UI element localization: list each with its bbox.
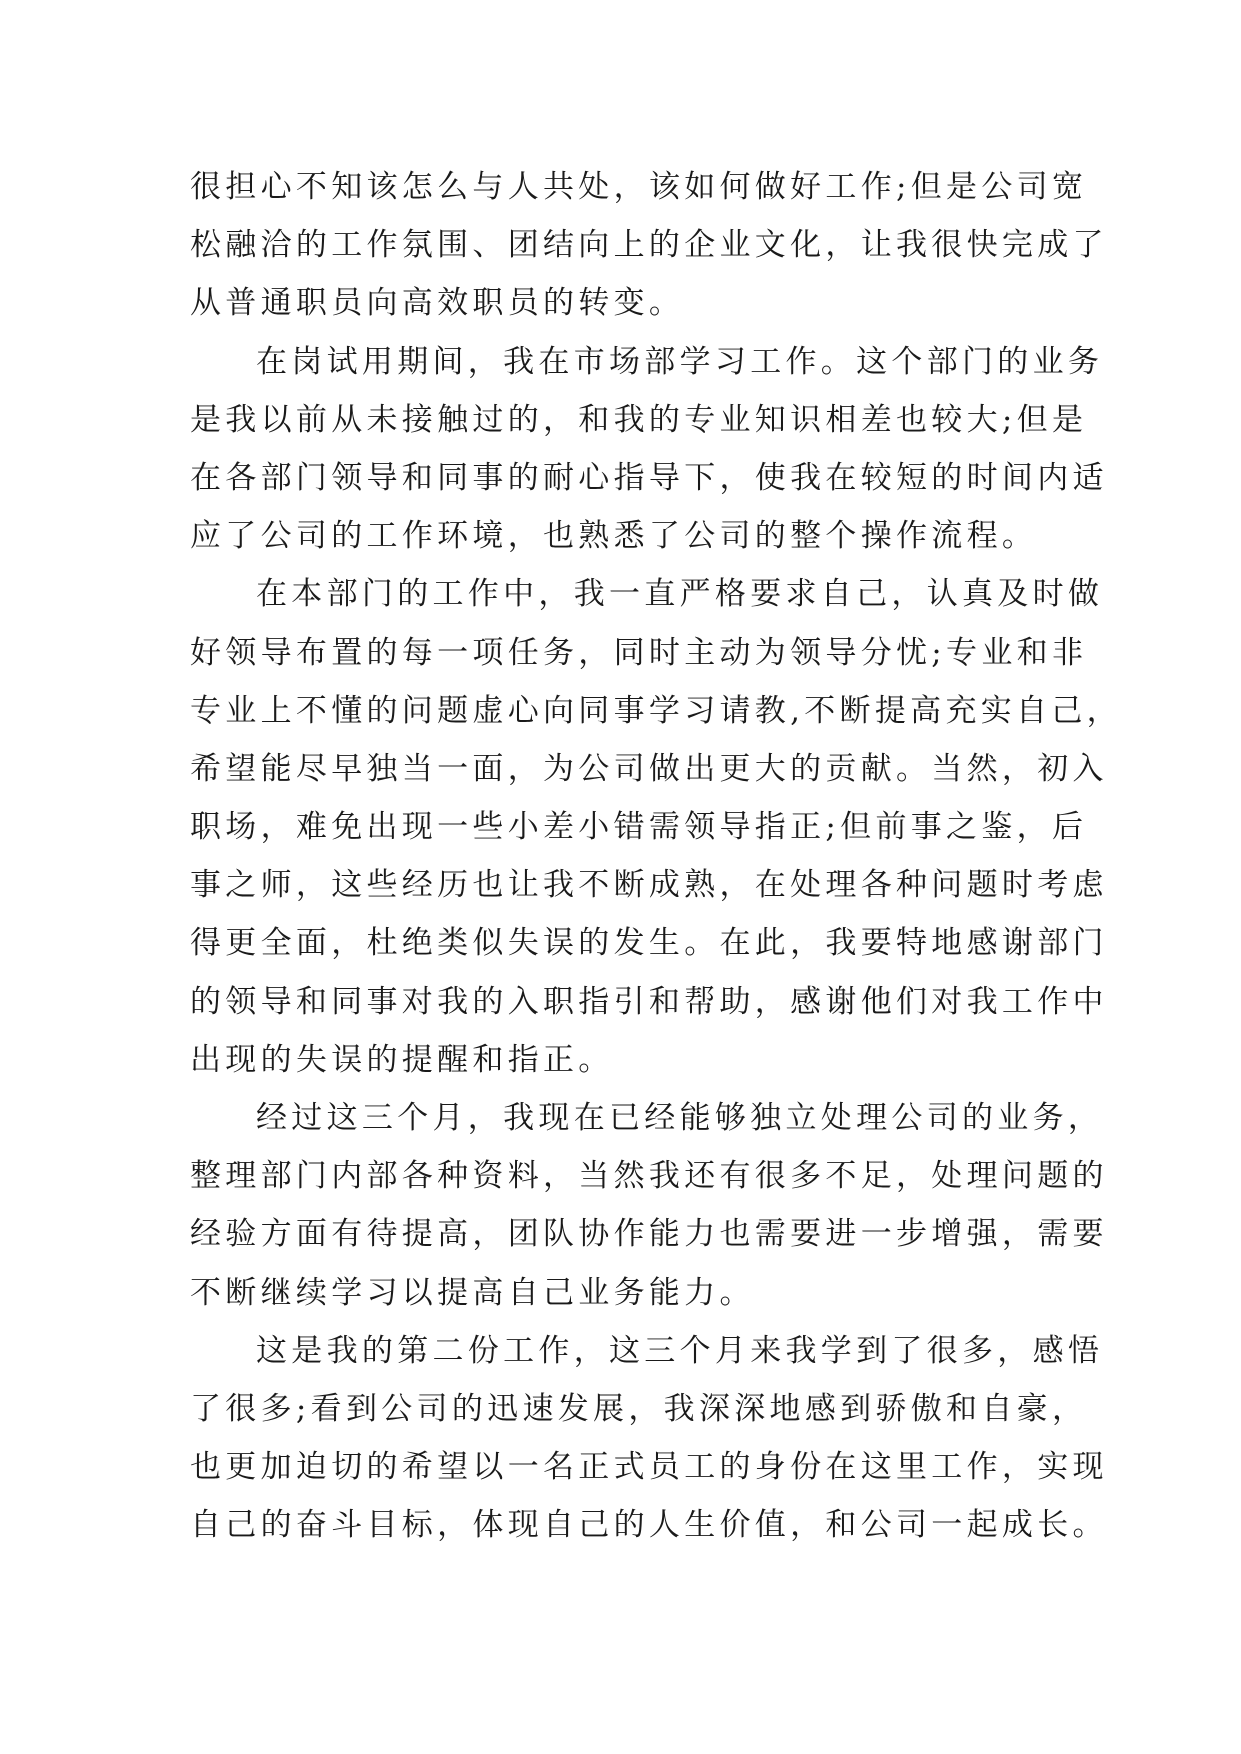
- text-line: 的领导和同事对我的入职指引和帮助，感谢他们对我工作中: [190, 983, 1108, 1020]
- text-line: 整理部门内部各种资料，当然我还有很多不足，处理问题的: [190, 1158, 1108, 1195]
- text-line: 得更全面，杜绝类似失误的发生。在此，我要特地感谢部门: [190, 925, 1108, 962]
- text-line: 了很多;看到公司的迅速发展，我深深地感到骄傲和自豪，: [190, 1390, 1088, 1427]
- text-line: 在岗试用期间，我在市场部学习工作。这个部门的业务: [256, 343, 1104, 380]
- paragraph-3: [190, 565, 1122, 1089]
- text-line: 这是我的第二份工作，这三个月来我学到了很多，感悟: [256, 1332, 1104, 1369]
- text-line: 在本部门的工作中，我一直严格要求自己，认真及时做: [256, 576, 1104, 613]
- text-line: 松融洽的工作氛围、团结向上的企业文化，让我很快完成了: [190, 227, 1108, 264]
- text-line: 事之师，这些经历也让我不断成熟，在处理各种问题时考虑: [190, 867, 1108, 904]
- paragraph-5: [190, 1322, 1108, 1555]
- text-line: 经验方面有待提高，团队协作能力也需要进一步增强，需要: [190, 1216, 1108, 1253]
- text-line: 自己的奋斗目标，体现自己的人生价值，和公司一起成长。: [190, 1507, 1108, 1544]
- text-line: 职场，难免出现一些小差小错需领导指正;但前事之鉴，后: [190, 809, 1088, 846]
- text-line: 很担心不知该怎么与人共处，该如何做好工作;但是公司宽: [190, 169, 1088, 205]
- text-line: 希望能尽早独当一面，为公司做出更大的贡献。当然，初入: [190, 750, 1108, 787]
- text-line: 应了公司的工作环境，也熟悉了公司的整个操作流程。: [190, 518, 1038, 555]
- text-line: 不断继续学习以提高自己业务能力。: [190, 1274, 755, 1311]
- text-line: 也更加迫切的希望以一名正式员工的身份在这里工作，实现: [190, 1449, 1108, 1486]
- paragraph-2: [190, 333, 1108, 566]
- paragraph-1: [190, 158, 1108, 333]
- text-line: 经过这三个月，我现在已经能够独立处理公司的业务，: [256, 1100, 1104, 1136]
- text-line: 从普通职员向高效职员的转变。: [190, 285, 685, 322]
- text-line: 在各部门领导和同事的耐心指导下，使我在较短的时间内适: [190, 459, 1108, 496]
- paragraph-4: [190, 1089, 1108, 1322]
- document-body: [190, 158, 1122, 1555]
- text-line: 出现的失误的提醒和指正。: [190, 1041, 614, 1078]
- text-line: 好领导布置的每一项任务，同时主动为领导分忧;专业和非: [190, 634, 1088, 671]
- text-line: 是我以前从未接触过的，和我的专业知识相差也较大;但是: [190, 401, 1088, 438]
- text-line: 专业上不懂的问题虚心向同事学习请教,不断提高充实自己，: [190, 692, 1122, 729]
